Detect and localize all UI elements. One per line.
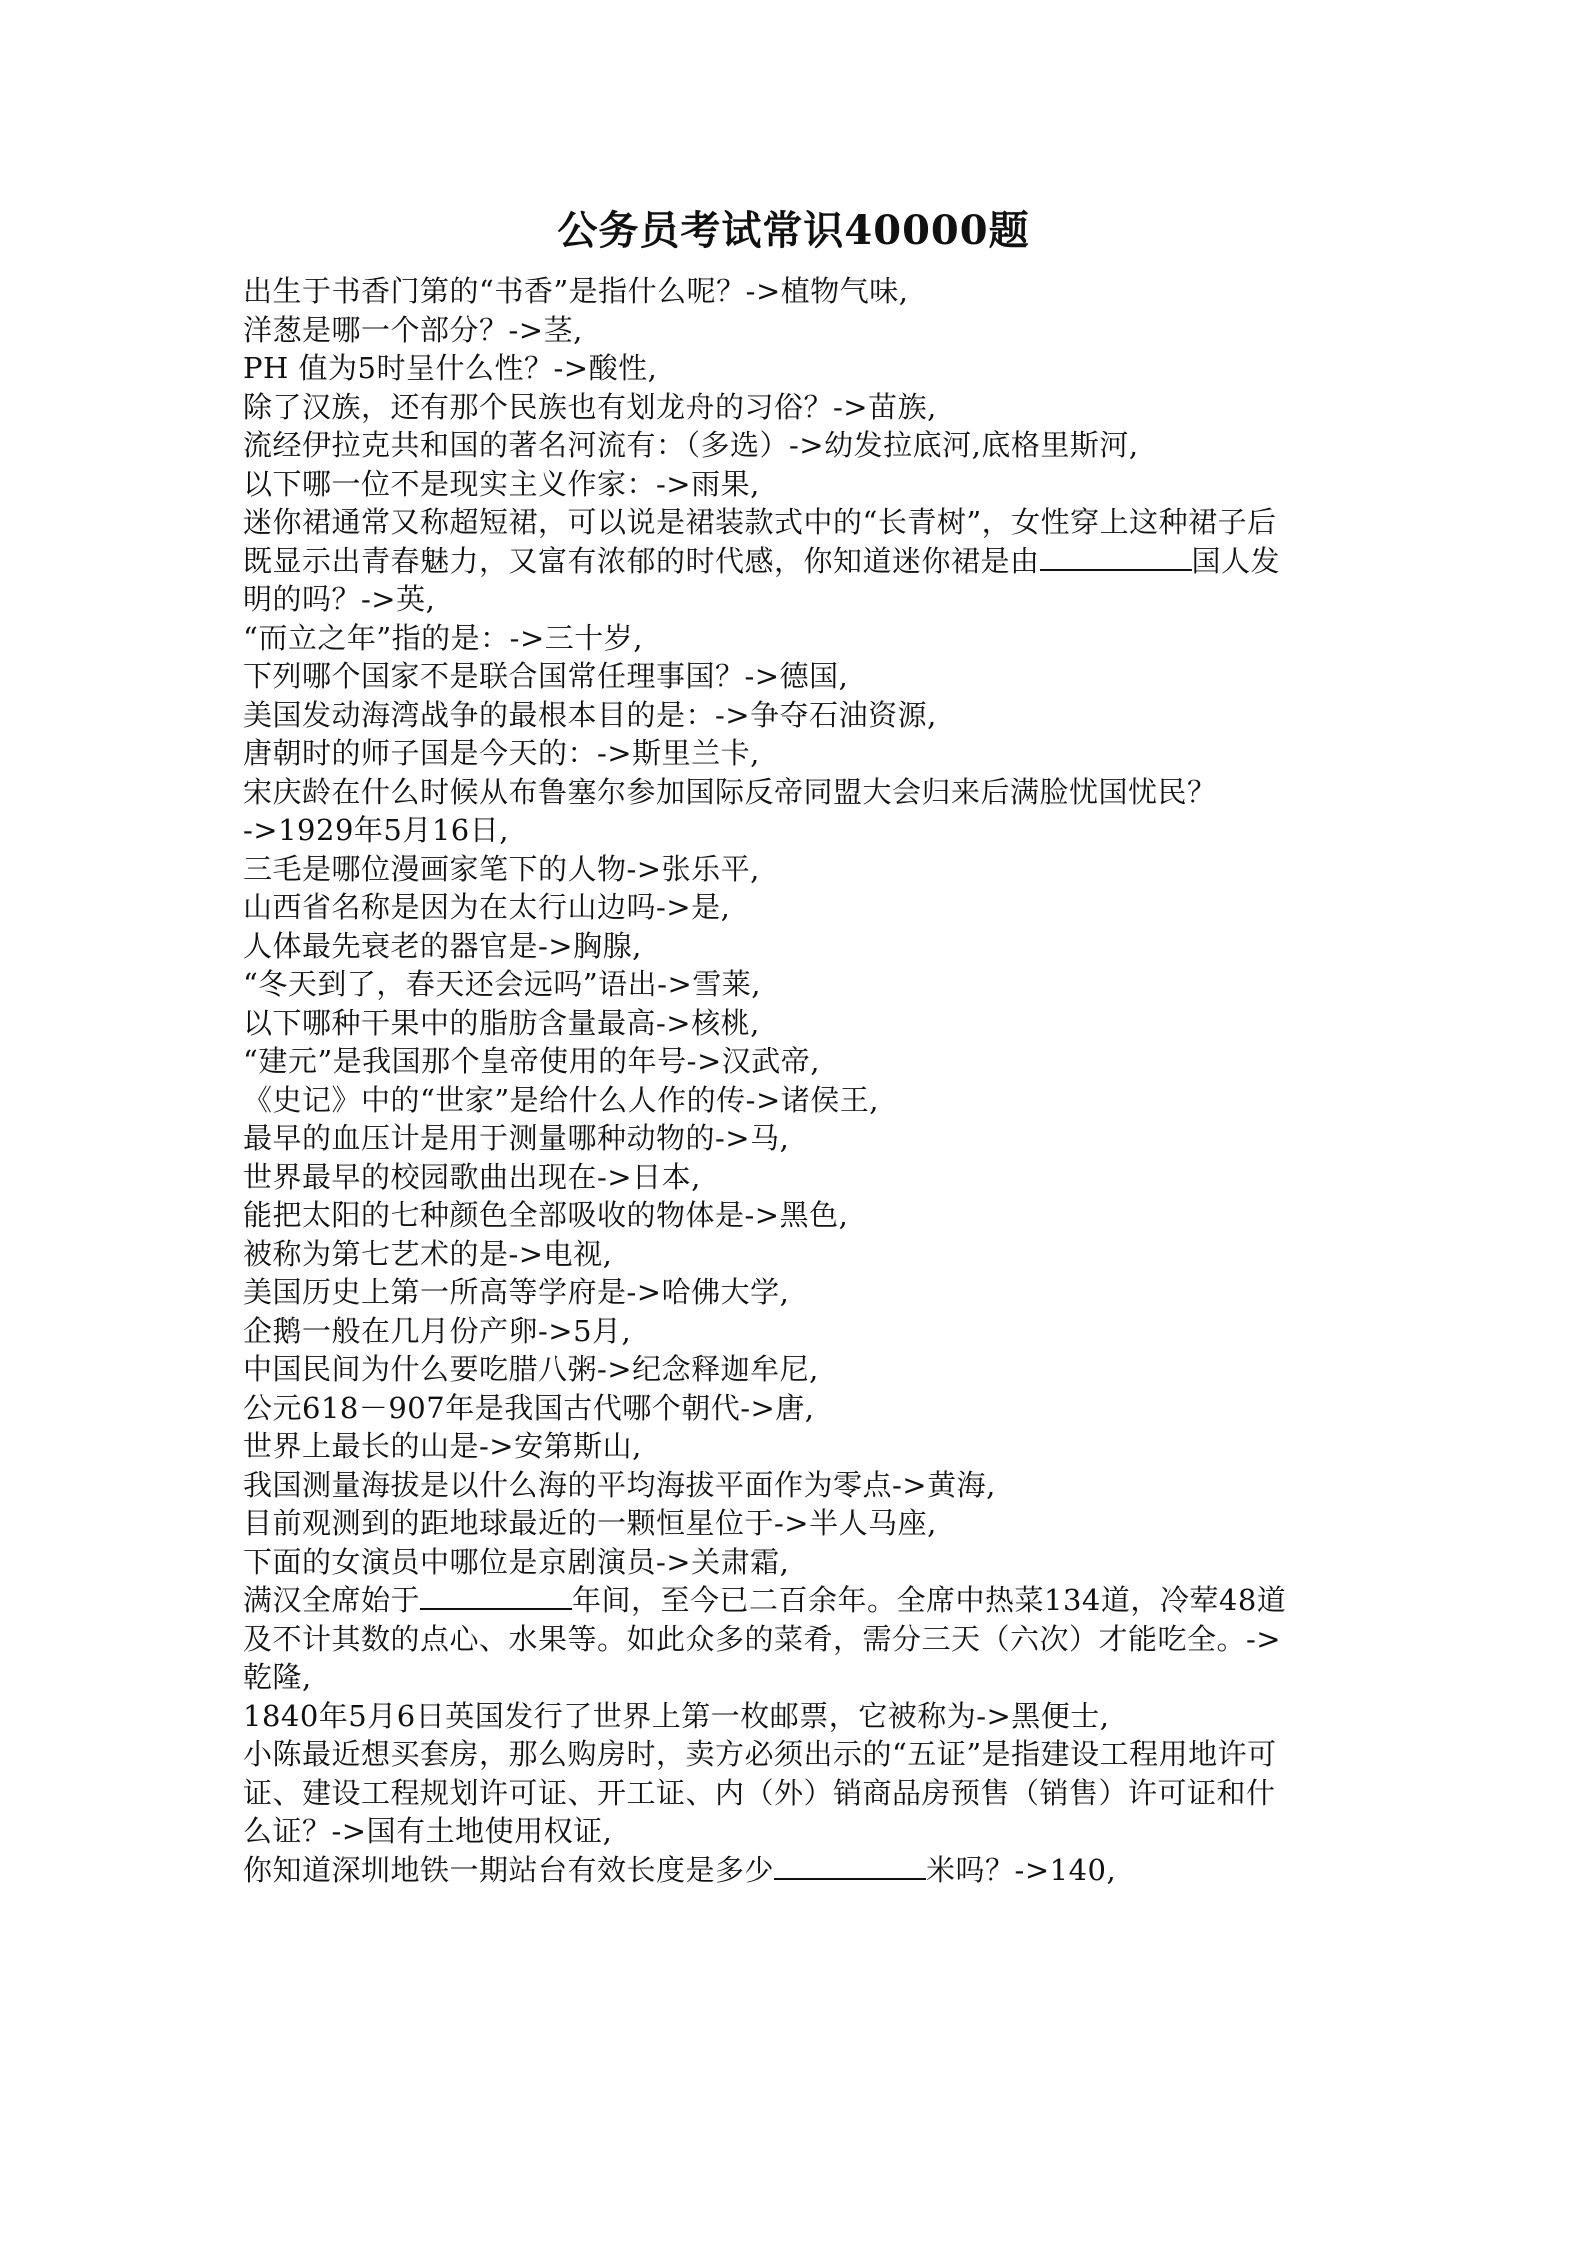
question-text: 米吗？->140,	[926, 1852, 1117, 1887]
question-line: 以下哪一位不是现实主义作家：->雨果,	[243, 466, 760, 501]
question-line: 么证？->国有土地使用权证,	[243, 1814, 613, 1848]
question-line: 明的吗？->英,	[243, 582, 436, 616]
question-line: 《史记》中的“世家”是给什么人作的传->诸侯王,	[243, 1082, 879, 1117]
question-line: 宋庆龄在什么时候从布鲁塞尔参加国际反帝同盟大会归来后满脸忧国忧民？	[243, 774, 1217, 809]
document-title: 公务员考试常识40000题	[557, 207, 1030, 254]
question-line: 被称为第七艺术的是->电视,	[243, 1236, 613, 1271]
question-line: 中国民间为什么要吃腊八粥->纪念释迦牟尼,	[243, 1352, 819, 1386]
question-line: PH 值为5时呈什么性？->酸性,	[243, 351, 658, 385]
answer-blank	[774, 1852, 926, 1880]
question-line: “而立之年”指的是：->三十岁,	[243, 620, 643, 655]
question-line: 美国发动海湾战争的最根本目的是：->争夺石油资源,	[243, 697, 937, 732]
question-line: 流经伊拉克共和国的著名河流有：（多选）->幼发拉底河,底格里斯河,	[243, 428, 1139, 462]
question-line: 我国测量海拔是以什么海的平均海拔平面作为零点->黄海,	[243, 1467, 996, 1502]
question-text: 既显示出青春魅力，又富有浓郁的时代感，你知道迷你裙是由	[243, 543, 1040, 578]
question-line: 1840年5月6日英国发行了世界上第一枚邮票，它被称为->黑便士,	[243, 1698, 1110, 1733]
question-line: 三毛是哪位漫画家笔下的人物->张乐平,	[243, 851, 760, 886]
question-line: 目前观测到的距地球最近的一颗恒星位于->半人马座,	[243, 1506, 937, 1540]
answer-blank	[1040, 543, 1192, 571]
question-list	[243, 272, 1353, 1889]
question-line: “冬天到了，春天还会远吗”语出->雪莱,	[243, 967, 761, 1001]
question-line	[243, 1851, 1353, 1890]
question-line: 小陈最近想买套房，那么购房时，卖方必须出示的“五证”是指建设工程用地许可	[243, 1737, 1277, 1771]
question-line: 乾隆,	[243, 1660, 312, 1694]
question-line: 世界最早的校园歌曲出现在->日本,	[243, 1159, 701, 1194]
question-line: 除了汉族，还有那个民族也有划龙舟的习俗？->苗族,	[243, 389, 937, 424]
question-line: 迷你裙通常又称超短裙，可以说是裙装款式中的“长青树”，女性穿上这种裙子后	[243, 505, 1277, 539]
question-text: 国人发	[1191, 543, 1281, 578]
question-text: 年间，至今已二百余年。全席中热菜134道，冷荤48道	[572, 1583, 1287, 1617]
question-line: 公元618－907年是我国古代哪个朝代->唐,	[243, 1390, 815, 1425]
question-line: 出生于书香门第的“书香”是指什么呢？->植物气味,	[243, 274, 909, 308]
question-line: 洋葱是哪一个部分？->茎,	[243, 312, 583, 347]
question-line: 山西省名称是因为在太行山边吗->是,	[243, 890, 731, 924]
question-line: 以下哪种干果中的脂肪含量最高->核桃,	[243, 1005, 760, 1040]
question-line: 人体最先衰老的器官是->胸腺,	[243, 928, 642, 963]
question-line	[243, 1581, 1353, 1620]
question-line: “建元”是我国那个皇帝使用的年号->汉武帝,	[243, 1044, 820, 1078]
question-line: ->1929年5月16日,	[243, 813, 509, 847]
question-line: 唐朝时的师子国是今天的：->斯里兰卡,	[243, 736, 760, 770]
question-line: 世界上最长的山是->安第斯山,	[243, 1429, 642, 1463]
question-line: 证、建设工程规划许可证、开工证、内（外）销商品房预售（销售）许可证和什	[243, 1775, 1276, 1810]
question-line: 及不计其数的点心、水果等。如此众多的菜肴，需分三天（六次）才能吃全。->	[243, 1621, 1282, 1656]
question-line: 最早的血压计是用于测量哪种动物的->马,	[243, 1121, 790, 1155]
answer-blank	[420, 1582, 572, 1610]
question-line: 企鹅一般在几月份产卵->5月,	[243, 1313, 632, 1348]
question-line: 下列哪个国家不是联合国常任理事国？->德国,	[243, 659, 849, 693]
question-line: 能把太阳的七种颜色全部吸收的物体是->黑色,	[243, 1198, 849, 1232]
question-line: 美国历史上第一所高等学府是->哈佛大学,	[243, 1275, 790, 1309]
question-line: 下面的女演员中哪位是京剧演员->关肃霜,	[243, 1544, 790, 1579]
question-line	[243, 542, 1353, 581]
question-text: 满汉全席始于	[243, 1583, 421, 1617]
question-text: 你知道深圳地铁一期站台有效长度是多少	[243, 1852, 775, 1887]
